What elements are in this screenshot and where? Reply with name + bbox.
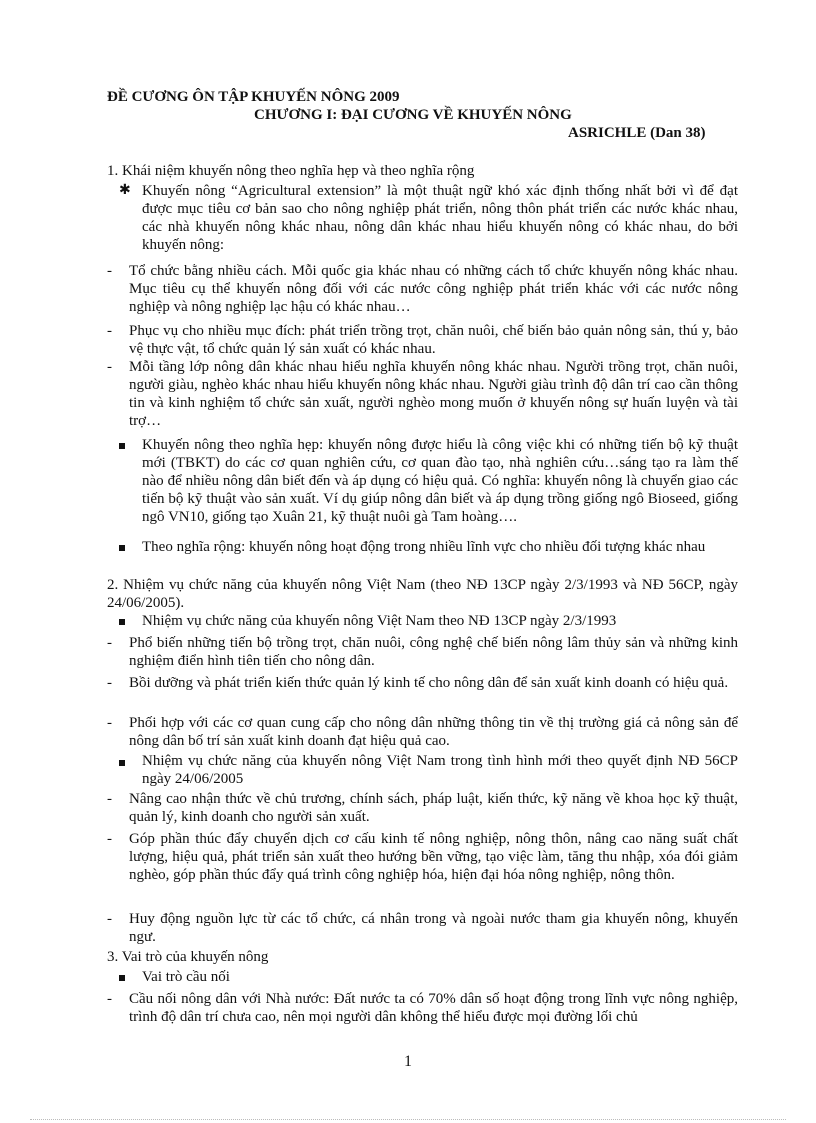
dash-bullet-icon: - xyxy=(107,991,112,1007)
section-heading: 1. Khái niệm khuyến nông theo nghĩa hẹp và theo nghĩa rộng xyxy=(107,163,475,179)
paragraph: Góp phần thúc đẩy chuyển dịch cơ cấu kinh tế nông nghiệp, nông thôn, nâng cao năng suất chất lượng, hiệu quả, phát triển sản xuất theo hướng bền vững, tạo việc làm, tăng thu nhập, xóa đói giảm nghèo, góp phần thúc đẩy quá trình công nghiệp hóa, hiện đại hóa nông nghiệp, nông thôn. xyxy=(129,831,738,883)
chapter-title: CHƯƠNG I: ĐẠI CƯƠNG VỀ KHUYẾN NÔNG xyxy=(254,107,572,123)
square-bullet-icon xyxy=(119,975,125,981)
paragraph: Nhiệm vụ chức năng của khuyến nông Việt Nam theo NĐ 13CP ngày 2/3/1993 xyxy=(142,613,617,629)
author-label: ASRICHLE (Dan 38) xyxy=(568,125,706,141)
dash-bullet-icon: - xyxy=(107,323,112,339)
paragraph: Phổ biến những tiến bộ trồng trọt, chăn nuôi, công nghệ chế biến nông lâm thủy sản và những kinh nghiệm điển hình tiên tiến cho nông dân. xyxy=(129,635,738,669)
star-bullet-icon: ✱ xyxy=(119,183,131,198)
paragraph: Phục vụ cho nhiều mục đích: phát triển trồng trọt, chăn nuôi, chế biến bảo quản nông sản, thú y, bảo vệ thực vật, tổ chức quản lý sản xuất có khác nhau. xyxy=(129,323,738,357)
section-heading: 3. Vai trò của khuyến nông xyxy=(107,949,269,965)
paragraph: Cầu nối nông dân với Nhà nước: Đất nước ta có 70% dân số hoạt động trong lĩnh vực nông nghiệp, trình độ dân trí chưa cao, nên mọi người dân không thể hiểu được mọi đường lối chủ xyxy=(129,991,738,1025)
dash-bullet-icon: - xyxy=(107,675,112,691)
paragraph: Phối hợp với các cơ quan cung cấp cho nông dân những thông tin về thị trường giá cả nông sản để nông dân bố trí sản xuất kinh doanh đạt hiệu quả cao. xyxy=(129,715,738,749)
dash-bullet-icon: - xyxy=(107,359,112,375)
page-number: 1 xyxy=(404,1053,412,1070)
paragraph: Huy động nguồn lực từ các tổ chức, cá nhân trong và ngoài nước tham gia khuyến nông, khuyến ngư. xyxy=(129,911,738,945)
document-title: ĐỀ CƯƠNG ÔN TẬP KHUYẾN NÔNG 2009 xyxy=(107,89,400,105)
paragraph: Khuyến nông “Agricultural extension” là một thuật ngữ khó xác định thống nhất bởi vì để đạt được mục tiêu cơ bản sao cho nông nghiệp phát triển, nông thôn phát triển các nước khác nhau, các nhà khuyến nông khác nhau, nông dân khác nhau hiểu khuyến nông có khác nhau, do bởi khuyến nông: xyxy=(142,183,738,253)
dash-bullet-icon: - xyxy=(107,831,112,847)
page-bottom-divider xyxy=(30,1119,786,1120)
dash-bullet-icon: - xyxy=(107,911,112,927)
dash-bullet-icon: - xyxy=(107,791,112,807)
paragraph: Tổ chức bằng nhiều cách. Mỗi quốc gia khác nhau có những cách tổ chức khuyến nông khác nhau. Mục tiêu cụ thể khuyến nông đối với các nước công nghiệp phát triển khác với các nước nông nghiệp và nông nghiệp lạc hậu có khác nhau… xyxy=(129,263,738,315)
section-heading: 2. Nhiệm vụ chức năng của khuyến nông Việt Nam (theo NĐ 13CP ngày 2/3/1993 và NĐ 56CP, ngày 24/06/2005). xyxy=(107,577,738,611)
square-bullet-icon xyxy=(119,760,125,766)
paragraph: Mỗi tầng lớp nông dân khác nhau hiểu nghĩa khuyến nông khác nhau. Người trồng trọt, chăn nuôi, người giàu, nghèo khác nhau hiểu khuyến nông khác nhau. Người giàu trình độ dân trí cao cần thông tin và kinh nghiệm tổ chức sản xuất, người nghèo mong muốn ở khuyến nông sự huấn luyện và tài trợ… xyxy=(129,359,738,429)
dash-bullet-icon: - xyxy=(107,263,112,279)
paragraph: Khuyến nông theo nghĩa hẹp: khuyến nông được hiểu là công việc khi có những tiến bộ kỹ thuật mới (TBKT) do các cơ quan nghiên cứu, cơ quan đào tạo, nhà nghiên cứu…sáng tạo ra làm thế nào để nhiều nông dân biết đến và áp dụng có hiệu quả. Có nghĩa: khuyến nông là chuyển giao các tiến bộ kỹ thuật vào sản xuất. Ví dụ giúp nông dân biết và áp dụng trồng giống ngô Bioseed, giống ngô VN10, giống tạo Xuân 21, kỹ thuật nuôi gà Tam hoàng…. xyxy=(142,437,738,525)
paragraph: Theo nghĩa rộng: khuyến nông hoạt động trong nhiều lĩnh vực cho nhiều đối tượng khác nhau xyxy=(142,539,706,555)
paragraph: Vai trò cầu nối xyxy=(142,969,230,985)
paragraph: Bồi dưỡng và phát triển kiến thức quản lý kinh tế cho nông dân để sản xuất kinh doanh có hiệu quả. xyxy=(129,675,729,691)
paragraph: Nâng cao nhận thức về chủ trương, chính sách, pháp luật, kiến thức, kỹ năng về khoa học kỹ thuật, quản lý, kinh doanh cho người sản xuất. xyxy=(129,791,738,825)
dash-bullet-icon: - xyxy=(107,635,112,651)
square-bullet-icon xyxy=(119,619,125,625)
paragraph: Nhiệm vụ chức năng của khuyến nông Việt Nam trong tình hình mới theo quyết định NĐ 56CP ngày 24/06/2005 xyxy=(142,753,738,787)
dash-bullet-icon: - xyxy=(107,715,112,731)
square-bullet-icon xyxy=(119,443,125,449)
square-bullet-icon xyxy=(119,545,125,551)
